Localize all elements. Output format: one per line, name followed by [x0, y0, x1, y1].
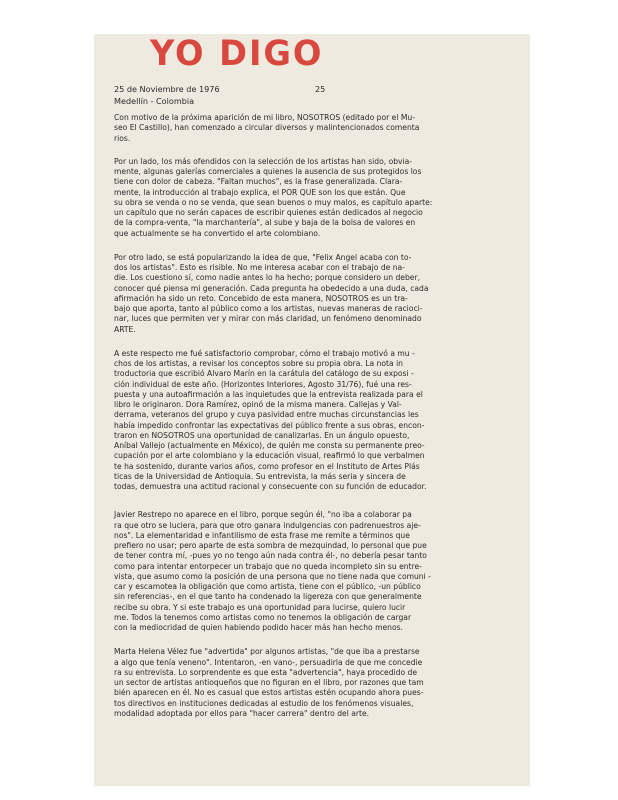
text-line: dos los artistas". Esto es risible. No me interesa acabar con el trabajo de na-	[114, 263, 405, 272]
text-line: rios.	[114, 133, 131, 143]
text-line: car y escamotea la obligación que como artista, tiene con el público, -un público	[114, 582, 421, 591]
text-line: ra su entrevista. Lo sorprendente es que esta "advertencia", haya procedido de	[114, 667, 417, 677]
place-text: Medellín - Colombia	[114, 96, 195, 106]
text-line: te ha sostenido, durante varios años, como profesor en el Instituto de Artes Plás	[114, 461, 420, 471]
text-line: Por un lado, los más ofendidos con la selección de los artistas han sido, obvia-	[114, 156, 413, 166]
text-line: derrama, veteranos del grupo y cuya pasividad entre muchas circunstancias les	[114, 410, 419, 420]
text-line: chos de los artistas, a revisar los conceptos sobre su propia obra. La nota in	[114, 359, 403, 368]
text-line: cupación por el arte colombiano y la educación visual, reafirmó lo que verbalmen	[114, 451, 425, 461]
text-line: bajo que aporta, tanto al público como a los artistas, nuevas maneras de racioci-	[114, 304, 423, 313]
text-line: bién aparecen en él. No es casual que estos artistas estén ocupando ahora pues-	[114, 688, 424, 698]
text-line: ra que otro se luciera, para que otro ganara indulgencias con padrenuestros aje-	[114, 520, 421, 530]
text-line: traron en NOSOTROS una oportunidad de canalizarlas. En un ángulo opuesto,	[114, 430, 410, 440]
text-line: tiene con dolor de cabeza. "Faltan muchos", es la frase generalizada. Clara-	[114, 177, 403, 187]
paragraph	[114, 647, 514, 719]
text-line: ticas de la Universidad de Antioquia. Su entrevista, la más seria y sincera de	[114, 471, 406, 481]
text-line: con la mediocridad de quien habiendo podido hacer más han hecho menos.	[114, 623, 403, 632]
text-line: vista, que asumo como la posición de una persona que no tiene nada que comuni -	[114, 571, 431, 581]
text-line: de la compra-venta, "la marchantería", al sube y baja de la bolsa de valores en	[114, 218, 416, 228]
text-line: a algo que tenía veneno". Intentaron, -en vano-, persuadirla de que me concedie	[114, 657, 423, 667]
text-line: Aníbal Vallejo (actualmente en México), de quién me consta su permanente preo-	[114, 441, 425, 450]
text-line: A este respecto me fué satisfactorio comprobar, cómo el trabajo motivó a mu -	[114, 348, 415, 358]
text-line: mente, algunas galerías comerciales a quienes la ausencia de sus protegidos los	[114, 167, 422, 176]
text-line: Por otro lado, se está popularizando la idea de que, "Felix Angel acaba con to-	[114, 252, 412, 262]
text-line: ARTE.	[114, 324, 136, 334]
stamp-title: YO DIGO	[150, 34, 324, 74]
dateline	[114, 83, 220, 107]
text-line: modalidad adoptada por ellos para "hacer carrera" dentro del arte.	[114, 708, 370, 718]
paragraph	[114, 510, 514, 633]
text-line: conocer qué piensa mi generación. Cada pregunta ha obedecido a una duda, cada	[114, 283, 429, 293]
text-line: todas, demuestra una actitud racional y consecuente con su función de educador.	[114, 482, 427, 491]
text-line: un sector de artistas antioqueños que no figuran en el libro, por razones que tam	[114, 678, 424, 687]
text-line: seo El Castillo), han comenzado a circular diversos y malintencionados comenta	[114, 123, 420, 133]
text-line: que actualmente se ha convertido el arte colombiano.	[114, 228, 321, 238]
text-line: ción individual de este año. (Horizontes Interiores, Agosto 31/76), fué una res-	[114, 379, 412, 389]
date-text: 25 de Noviembre de 1976	[114, 84, 220, 94]
text-line: un capítulo que no serán capaces de escribir quienes están dedicados al negocio	[114, 208, 423, 217]
letter-body	[114, 113, 514, 732]
text-line: prefiero no usar; pero aparte de esta sombra de mezquindad, lo personal que pue	[114, 541, 427, 550]
text-line: nos". La elementaridad e infantilismo de esta frase me remite a términos que	[114, 530, 410, 540]
text-line: troductoria que escribió Alvaro Marín en la carátula del catálogo de su exposi -	[114, 369, 414, 379]
paragraph	[114, 349, 514, 493]
text-line: recibe su obra. Y si este trabajo es una oportunidad para lucirse, quiero lucir	[114, 602, 406, 612]
text-line: puesta y una autoafirmación a las inquietudes que la entrevista realizada para el	[114, 389, 423, 399]
paragraph	[114, 253, 514, 335]
text-line: Javier Restrepo no aparece en el libro, porque según él, "no iba a colaborar pa	[114, 510, 412, 520]
text-line: tos directivos en instituciones dedicadas al estudio de los fenómenos visuales,	[114, 698, 414, 708]
text-line: nar, luces que permiten ver y mirar con más claridad, un fenómeno denominado	[114, 314, 422, 324]
text-line: de tener contra mí, -pues yo no tengo aún nada contra él-, no debería pesar tanto	[114, 551, 427, 561]
text-line: die. Los cuestiono sí, como nadie antes lo ha hecho; porque considero un deber,	[114, 273, 420, 283]
text-line: me. Todos la tenemos como artistas como no tenemos la obligación de cargar	[114, 612, 412, 622]
text-line: había impedido confrontar las expectativas del público frente a sus obras, encon-	[114, 420, 425, 430]
text-line: Marta Helena Vélez fue "advertida" por algunos artistas, "de que iba a prestarse	[114, 647, 420, 657]
text-line: sin referencias-, en el que tanto ha condenado la ligereza con que generalmente	[114, 592, 422, 602]
text-line: como para intentar entorpecer un trabajo que no queda incompleto sin su entre-	[114, 561, 422, 571]
text-line: mente, la introducción al trabajo explica, el POR QUE son los que están. Que	[114, 187, 406, 197]
text-line: afirmación ha sido un reto. Concebido de esta manera, NOSOTROS es un tra-	[114, 293, 408, 303]
paragraph	[114, 113, 514, 144]
paragraph	[114, 157, 514, 239]
text-line: su obra se venda o no se venda, que sean buenos o muy malos, es capítulo aparte:	[114, 197, 433, 207]
text-line: libro le originaron. Dora Ramírez, opinó de la misma manera. Callejas y Val-	[114, 400, 402, 409]
text-line: Con motivo de la próxima aparición de mi libro, NOSOTROS (editado por el Mu-	[114, 113, 415, 122]
page-number: 25	[315, 84, 326, 94]
